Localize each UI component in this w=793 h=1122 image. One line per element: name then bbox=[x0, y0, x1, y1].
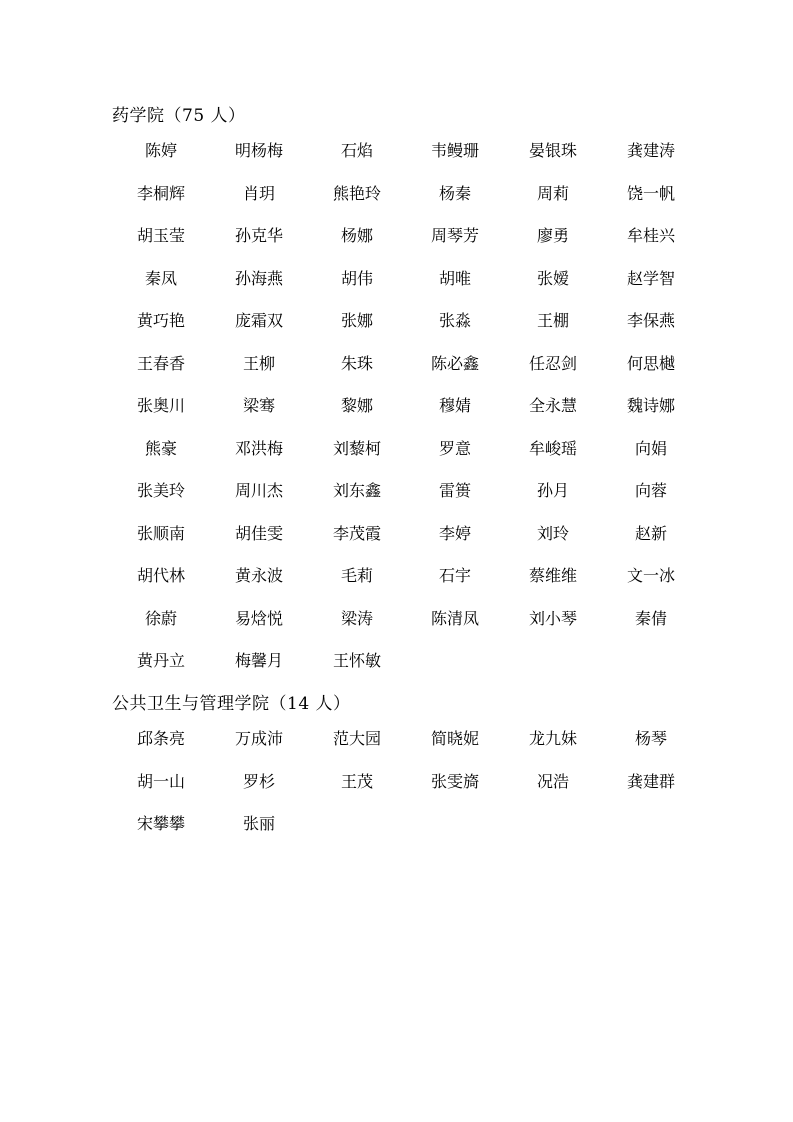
name-item: 陈必鑫 bbox=[430, 353, 479, 373]
name-item: 刘藜柯 bbox=[332, 438, 381, 458]
name-item: 秦凤 bbox=[144, 268, 177, 288]
name-item: 李保燕 bbox=[626, 311, 675, 330]
name-item: 胡唯 bbox=[438, 268, 471, 288]
name-list bbox=[0, 727, 793, 855]
name-item: 任忍剑 bbox=[528, 353, 577, 373]
name-item: 廖勇 bbox=[536, 226, 569, 245]
name-item: 杨琴 bbox=[634, 729, 667, 748]
name-item: 明杨梅 bbox=[234, 141, 283, 160]
name-item: 徐蔚 bbox=[144, 608, 177, 628]
name-item: 王春香 bbox=[136, 353, 185, 373]
name-item: 李婷 bbox=[438, 523, 471, 543]
name-item: 胡代林 bbox=[136, 566, 185, 585]
name-item: 梁涛 bbox=[340, 608, 373, 628]
name-item: 朱珠 bbox=[340, 353, 373, 373]
name-item: 易焓悦 bbox=[234, 608, 283, 628]
name-item: 黄丹立 bbox=[136, 651, 185, 670]
name-item: 龚建涛 bbox=[626, 141, 675, 160]
name-item: 刘小琴 bbox=[528, 608, 577, 628]
name-item: 陈清凤 bbox=[430, 608, 479, 628]
name-item: 张美玲 bbox=[136, 481, 185, 500]
name-item: 刘东鑫 bbox=[332, 481, 381, 500]
name-item: 张雯旖 bbox=[430, 771, 479, 791]
name-item: 杨娜 bbox=[340, 226, 373, 245]
name-item: 宋攀攀 bbox=[136, 814, 185, 833]
name-item: 万成沛 bbox=[234, 729, 283, 748]
name-item: 魏诗娜 bbox=[626, 396, 675, 415]
name-item: 周琴芳 bbox=[430, 226, 479, 245]
name-item: 胡伟 bbox=[340, 268, 373, 288]
name-item: 黄永波 bbox=[234, 566, 283, 585]
name-item: 孙月 bbox=[536, 481, 569, 500]
name-item: 王怀敏 bbox=[332, 651, 381, 670]
name-item: 向蓉 bbox=[634, 481, 667, 500]
name-item: 向娟 bbox=[634, 438, 667, 458]
section-heading: 公共卫生与管理学院（14 人） bbox=[112, 694, 351, 714]
name-item: 张丽 bbox=[242, 814, 275, 833]
name-item: 龙九妹 bbox=[528, 729, 577, 748]
name-item: 全永慧 bbox=[528, 396, 577, 415]
name-item: 周川杰 bbox=[234, 481, 283, 500]
name-item: 杨秦 bbox=[438, 183, 471, 203]
name-list bbox=[0, 139, 793, 692]
name-item: 熊豪 bbox=[144, 438, 177, 458]
name-item: 邱条亮 bbox=[136, 729, 185, 748]
name-item: 石焰 bbox=[340, 141, 373, 160]
name-item: 张嫒 bbox=[536, 268, 569, 288]
name-item: 庞霜双 bbox=[234, 311, 283, 330]
name-item: 黄巧艳 bbox=[136, 311, 185, 330]
name-item: 饶一帆 bbox=[626, 183, 675, 203]
name-item: 罗意 bbox=[438, 438, 471, 458]
name-item: 胡玉莹 bbox=[136, 226, 185, 245]
name-item: 胡一山 bbox=[136, 771, 185, 791]
name-item: 梁骞 bbox=[242, 396, 275, 415]
name-item: 孙克华 bbox=[234, 226, 283, 245]
name-item: 李茂霞 bbox=[332, 523, 381, 543]
name-item: 韦鳗珊 bbox=[430, 141, 479, 160]
name-item: 穆婧 bbox=[438, 396, 471, 415]
name-item: 李桐辉 bbox=[136, 183, 185, 203]
name-item: 胡佳雯 bbox=[234, 523, 283, 543]
name-item: 张淼 bbox=[438, 311, 471, 330]
name-item: 牟峻瑶 bbox=[528, 438, 577, 458]
name-item: 熊艳玲 bbox=[332, 183, 381, 203]
name-item: 张奥川 bbox=[136, 396, 185, 415]
name-item: 蔡维维 bbox=[528, 566, 577, 585]
name-item: 何思樾 bbox=[626, 353, 675, 373]
name-item: 秦倩 bbox=[634, 608, 667, 628]
name-item: 张顺南 bbox=[136, 523, 185, 543]
name-item: 况浩 bbox=[536, 771, 569, 791]
name-item: 龚建群 bbox=[626, 771, 675, 791]
name-item: 肖玥 bbox=[242, 183, 275, 203]
name-item: 罗杉 bbox=[242, 771, 275, 791]
name-item: 雷篑 bbox=[438, 481, 471, 500]
name-item: 文一冰 bbox=[626, 566, 675, 585]
name-item: 梅馨月 bbox=[234, 651, 283, 670]
section-heading: 药学院（75 人） bbox=[112, 106, 246, 126]
name-item: 周莉 bbox=[536, 183, 569, 203]
name-item: 简晓妮 bbox=[430, 729, 479, 748]
name-item: 赵新 bbox=[634, 523, 667, 543]
name-item: 王棚 bbox=[536, 311, 569, 330]
name-item: 范大园 bbox=[332, 729, 381, 748]
name-item: 石宇 bbox=[438, 566, 471, 585]
name-item: 牟桂兴 bbox=[626, 226, 675, 245]
name-item: 陈婷 bbox=[144, 141, 177, 160]
name-item: 王茂 bbox=[340, 771, 373, 791]
name-item: 王柳 bbox=[242, 353, 275, 373]
name-item: 邓洪梅 bbox=[234, 438, 283, 458]
name-item: 刘玲 bbox=[536, 523, 569, 543]
name-item: 晏银珠 bbox=[528, 141, 577, 160]
name-item: 黎娜 bbox=[340, 396, 373, 415]
name-item: 赵学智 bbox=[626, 268, 675, 288]
name-item: 毛莉 bbox=[340, 566, 373, 585]
name-item: 张娜 bbox=[340, 311, 373, 330]
name-item: 孙海燕 bbox=[234, 268, 283, 288]
